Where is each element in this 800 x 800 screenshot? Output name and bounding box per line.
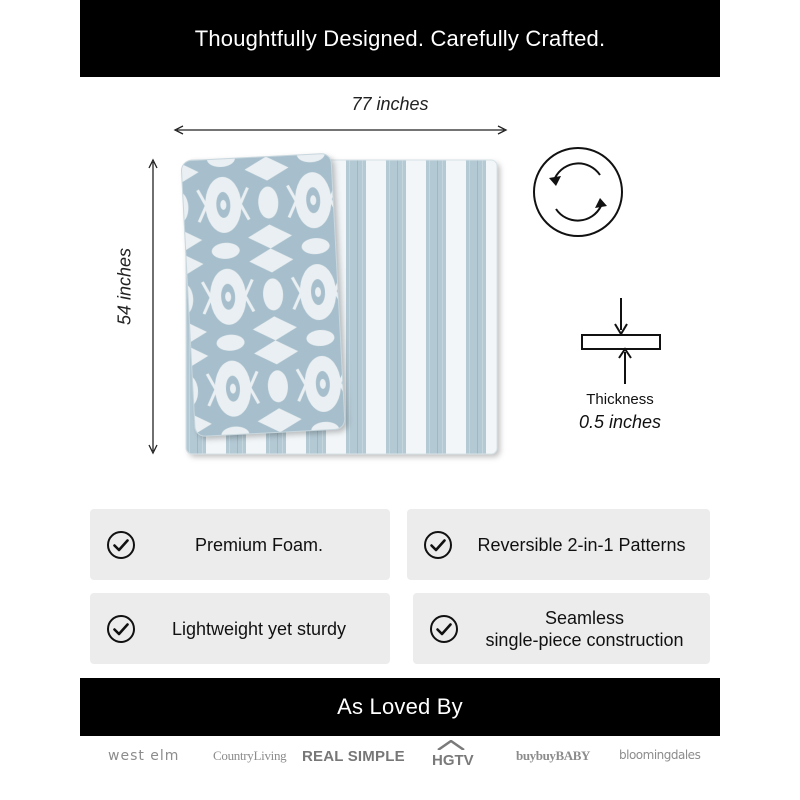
feature-text: Reversible 2-in-1 Patterns xyxy=(477,534,686,555)
loved-by-title: As Loved By xyxy=(337,694,463,719)
logo-west-elm: west elm xyxy=(108,748,180,764)
logo-hgtv: HGTV xyxy=(432,752,474,769)
feature-text: Lightweight yet sturdy xyxy=(171,618,347,639)
thickness-caption: Thickness xyxy=(586,391,654,408)
logo-real-simple: REAL SIMPLE xyxy=(302,748,405,765)
check-circle-icon xyxy=(106,614,136,644)
reversible-icon xyxy=(534,148,622,236)
feature-text-line2: single-piece construction xyxy=(485,629,684,650)
thickness-value: 0.5 inches xyxy=(578,412,662,432)
height-arrow xyxy=(149,160,157,453)
hgtv-roof-icon xyxy=(436,740,466,750)
loved-by-banner xyxy=(80,678,720,736)
feature-text-line1: Seamless xyxy=(544,607,625,628)
width-arrow xyxy=(175,126,506,134)
logo-country-living: CountryLiving xyxy=(213,748,287,763)
thickness-icon xyxy=(582,298,660,384)
check-circle-icon xyxy=(423,530,453,560)
logo-bloomingdales: bloomingdales xyxy=(619,748,701,762)
feature-card-seamless xyxy=(413,593,710,664)
logo-buybuybaby: buybuyBABY xyxy=(516,748,591,763)
striped-mat xyxy=(186,160,497,454)
width-label: 77 inches xyxy=(351,94,429,114)
feature-card-lightweight xyxy=(90,593,390,664)
feature-text: Premium Foam. xyxy=(194,534,324,555)
ikat-fold xyxy=(181,153,345,436)
check-circle-icon xyxy=(106,530,136,560)
headline: Thoughtfully Designed. Carefully Crafted. xyxy=(194,25,606,51)
feature-card-reversible xyxy=(407,509,710,580)
feature-card-premium-foam xyxy=(90,509,390,580)
height-label: 54 inches xyxy=(114,247,135,326)
top-banner xyxy=(80,0,720,77)
check-circle-icon xyxy=(429,614,459,644)
